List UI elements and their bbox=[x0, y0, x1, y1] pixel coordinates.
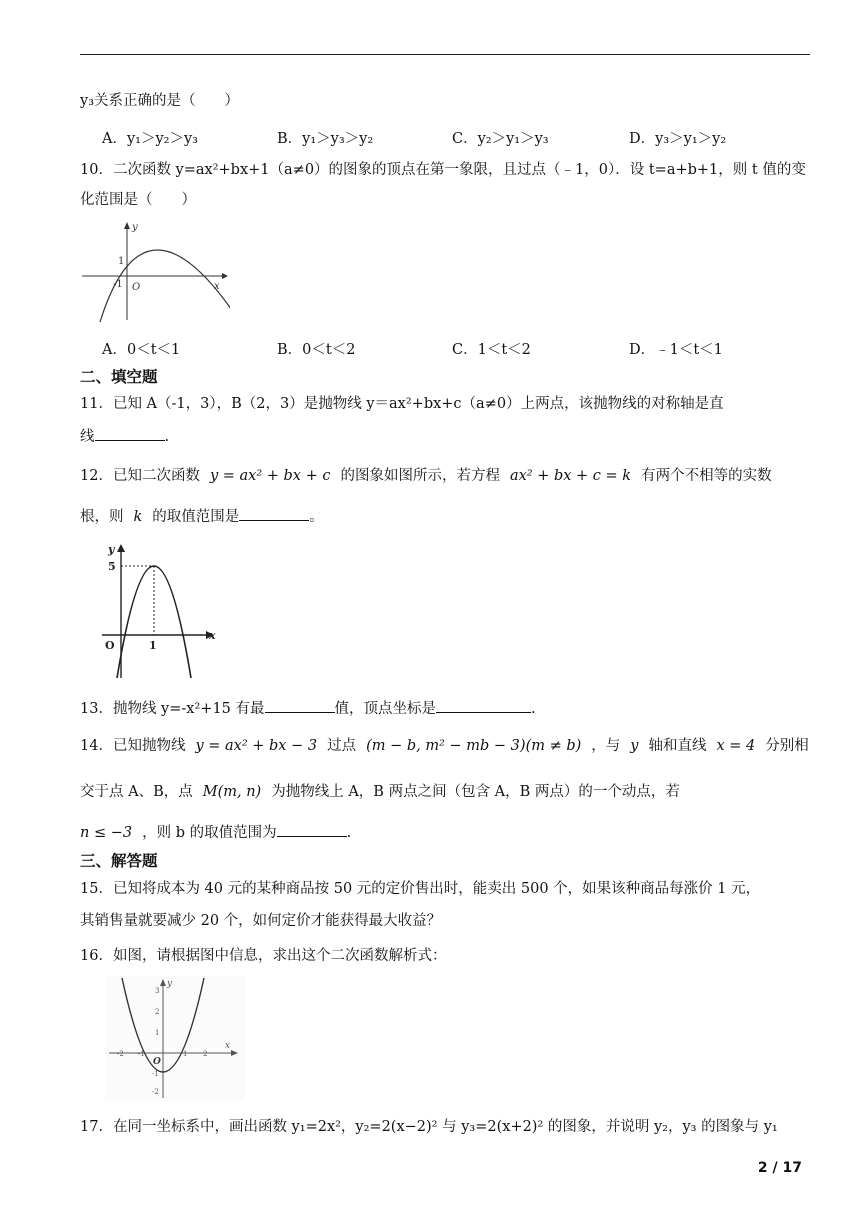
q14-text-f: 交于点 A、B，点 bbox=[80, 784, 193, 800]
q16-ytick-neg1: -1 bbox=[152, 1070, 159, 1078]
q12-origin-label: O bbox=[105, 639, 115, 652]
q16-y-label: y bbox=[167, 979, 173, 989]
q12-k-symbol: k bbox=[133, 509, 143, 525]
section-fill-in-heading: 二、填空题 bbox=[80, 368, 158, 386]
q12-text-d: 根，则 bbox=[80, 509, 124, 525]
q14-text-d: 轴和直线 bbox=[648, 738, 707, 754]
q12-stem-line2 bbox=[80, 506, 324, 527]
q12-text-e: 的取值范围是 bbox=[152, 509, 240, 525]
q11-text: 线 bbox=[80, 429, 95, 445]
q16-origin-label: O bbox=[153, 1057, 161, 1067]
q14-m-point: M(m, n) bbox=[202, 784, 262, 800]
q14-text-a: 14．已知抛物线 bbox=[80, 738, 186, 754]
q12-parabola-figure bbox=[100, 540, 220, 680]
q11-answer-blank[interactable] bbox=[95, 426, 165, 441]
q12-y-arrow bbox=[117, 544, 125, 552]
q10-stem-line1: 10．二次函数 y=ax²+bx+1（a≠0）的图象的顶点在第一象限，且过点（﹣1，0）．设 t=a+b+1，则 t 值的变 bbox=[80, 162, 806, 178]
q10-tick-one: 1 bbox=[118, 256, 125, 267]
q10-option-b: B．0＜t＜2 bbox=[277, 342, 356, 358]
q10-x-label: x bbox=[214, 281, 220, 292]
q13-stem bbox=[80, 698, 536, 719]
q14-line-formula: x = 4 bbox=[716, 738, 756, 754]
q16-x-label: x bbox=[225, 1041, 231, 1051]
q10-stem-line2: 化范围是（ ） bbox=[80, 192, 196, 208]
q13-text-b: 值，顶点坐标是 bbox=[334, 701, 436, 717]
q15-stem-line1: 15．已知将成本为 40 元的某种商品按 50 元的定价售出时，能卖出 500 个，如果该种商品每涨价 1 元， bbox=[80, 881, 761, 897]
q14-text-i: . bbox=[346, 825, 352, 841]
q11-stem-line2 bbox=[80, 426, 169, 447]
q14-stem-line2 bbox=[80, 782, 680, 802]
q11-period: . bbox=[164, 429, 170, 445]
q15-stem-line2: 其销售量就要减少 20 个，如何定价才能获得最大收益？ bbox=[80, 913, 442, 929]
q14-text-h: ，则 b 的取值范围为 bbox=[142, 825, 277, 841]
q14-point-formula: (m − b, m² − mb − 3)(m ≠ b) bbox=[366, 738, 582, 754]
q10-y-arrow bbox=[124, 222, 130, 229]
q12-y-label: y bbox=[108, 543, 115, 556]
q13-answer-blank-2[interactable] bbox=[436, 698, 531, 713]
q12-tick-five: 5 bbox=[108, 560, 116, 573]
q16-ytick-1: 1 bbox=[155, 1029, 160, 1037]
q11-stem-line1: 11．已知 A（-1，3），B（2，3）是抛物线 y＝ax²+bx+c（a≠0）上两点，该抛物线的对称轴是直 bbox=[80, 396, 724, 412]
q9-option-d: D．y₃＞y₁＞y₂ bbox=[629, 131, 727, 147]
q10-parabola-figure bbox=[80, 220, 230, 325]
q12-text-b: 的图象如图所示，若方程 bbox=[340, 468, 500, 484]
q9-option-c: C．y₂＞y₁＞y₃ bbox=[452, 131, 549, 147]
q12-stem-line1 bbox=[80, 466, 772, 486]
q14-stem-line3 bbox=[80, 822, 351, 843]
q12-equation-formula: ax² + bx + c = k bbox=[509, 468, 632, 484]
q16-xtick-1: 1 bbox=[183, 1050, 188, 1058]
q14-parabola-formula: y = ax² + bx − 3 bbox=[195, 738, 318, 754]
q16-ytick-neg2: -2 bbox=[152, 1088, 159, 1096]
q10-tick-neg-one: -1 bbox=[113, 279, 123, 290]
q12-function-formula: y = ax² + bx + c bbox=[209, 468, 331, 484]
page-number: 2 / 17 bbox=[757, 1160, 802, 1176]
q14-text-b: 过点 bbox=[327, 738, 357, 754]
q12-answer-blank[interactable] bbox=[239, 506, 309, 521]
q14-answer-blank[interactable] bbox=[277, 822, 347, 837]
q16-stem: 16．如图，请根据图中信息，求出这个二次函数解析式： bbox=[80, 948, 447, 964]
q14-text-g: 为抛物线上 A，B 两点之间（包含 A，B 两点）的一个动点，若 bbox=[271, 784, 680, 800]
q16-xtick-neg2: -2 bbox=[117, 1050, 124, 1058]
q16-xtick-neg1: -1 bbox=[138, 1050, 145, 1058]
q12-text-a: 12．已知二次函数 bbox=[80, 468, 200, 484]
header-rule bbox=[80, 54, 810, 55]
q9-option-a: A．y₁＞y₂＞y₃ bbox=[102, 131, 198, 147]
q16-ytick-3: 3 bbox=[155, 987, 160, 995]
q12-text-c: 有两个不相等的实数 bbox=[641, 468, 772, 484]
q14-condition: n ≤ −3 bbox=[80, 825, 133, 841]
q14-stem-line1 bbox=[80, 736, 809, 756]
q17-stem: 17．在同一坐标系中，画出函数 y₁=2x²，y₂=2(x−2)² 与 y₃=2(x+2)² 的图象，并说明 y₂，y₃ 的图象与 y₁ bbox=[80, 1119, 778, 1135]
q16-ytick-2: 2 bbox=[155, 1008, 160, 1016]
q10-option-a: A．0＜t＜1 bbox=[102, 342, 181, 358]
q16-xtick-2: 2 bbox=[203, 1050, 208, 1058]
q10-y-label: y bbox=[132, 222, 138, 233]
q13-text-a: 13．抛物线 y=-x²+15 有最 bbox=[80, 701, 265, 717]
q12-x-label: x bbox=[209, 629, 216, 642]
q14-y-symbol: y bbox=[630, 738, 639, 754]
q14-text-e: 分别相 bbox=[765, 738, 809, 754]
q13-answer-blank-1[interactable] bbox=[265, 698, 335, 713]
section-answer-heading: 三、解答题 bbox=[80, 852, 158, 870]
q12-text-f: 。 bbox=[309, 509, 324, 525]
q10-origin-label: O bbox=[132, 282, 141, 293]
q14-text-c: ，与 bbox=[591, 738, 621, 754]
q9-option-b: B．y₁＞y₃＞y₂ bbox=[277, 131, 374, 147]
q10-x-arrow bbox=[222, 273, 228, 279]
q10-option-c: C．1＜t＜2 bbox=[452, 342, 531, 358]
q10-option-d: D．﹣1＜t＜1 bbox=[629, 342, 723, 358]
q16-parabola-figure bbox=[105, 976, 245, 1101]
q12-tick-one: 1 bbox=[149, 639, 157, 652]
q13-text-c: . bbox=[531, 701, 536, 717]
q9-stem-tail: y₃关系正确的是（ ） bbox=[80, 93, 240, 109]
